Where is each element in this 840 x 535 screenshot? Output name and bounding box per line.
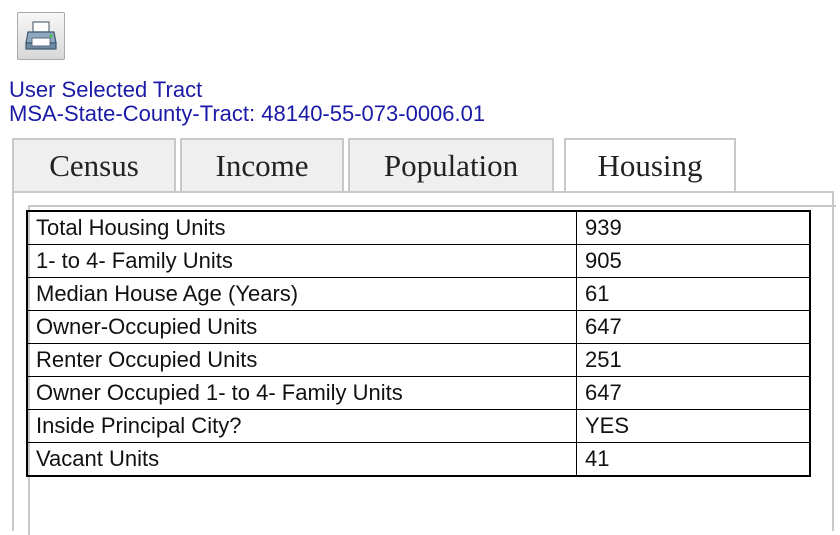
row-label: Median House Age (Years)	[27, 278, 577, 311]
tab-census[interactable]: Census	[12, 138, 176, 191]
row-value: 41	[577, 443, 811, 477]
row-label: Owner Occupied 1- to 4- Family Units	[27, 377, 577, 410]
row-value: 251	[577, 344, 811, 377]
table-row	[27, 278, 810, 311]
housing-table	[26, 210, 811, 477]
tract-heading: User Selected Tract	[9, 77, 203, 102]
print-button[interactable]	[17, 12, 65, 60]
table-row	[27, 211, 810, 245]
row-label: 1- to 4- Family Units	[27, 245, 577, 278]
printer-icon	[24, 19, 58, 53]
row-value: 61	[577, 278, 811, 311]
table-row	[27, 245, 810, 278]
row-label: Owner-Occupied Units	[27, 311, 577, 344]
tract-id: MSA-State-County-Tract: 48140-55-073-0006.01	[9, 101, 486, 126]
row-value: 647	[577, 377, 811, 410]
table-row	[27, 311, 810, 344]
tab-population[interactable]: Population	[348, 138, 554, 191]
row-value: 939	[577, 211, 811, 245]
row-label: Renter Occupied Units	[27, 344, 577, 377]
row-value: 905	[577, 245, 811, 278]
row-label: Total Housing Units	[27, 211, 577, 245]
table-row	[27, 410, 810, 443]
tract-info	[9, 78, 485, 126]
tab-housing[interactable]: Housing	[564, 138, 736, 193]
row-value: YES	[577, 410, 811, 443]
table-row	[27, 377, 810, 410]
row-value: 647	[577, 311, 811, 344]
table-row	[27, 344, 810, 377]
row-label: Vacant Units	[27, 443, 577, 477]
row-label: Inside Principal City?	[27, 410, 577, 443]
tab-bar	[12, 138, 840, 192]
table-row	[27, 443, 810, 477]
tab-income[interactable]: Income	[180, 138, 344, 191]
